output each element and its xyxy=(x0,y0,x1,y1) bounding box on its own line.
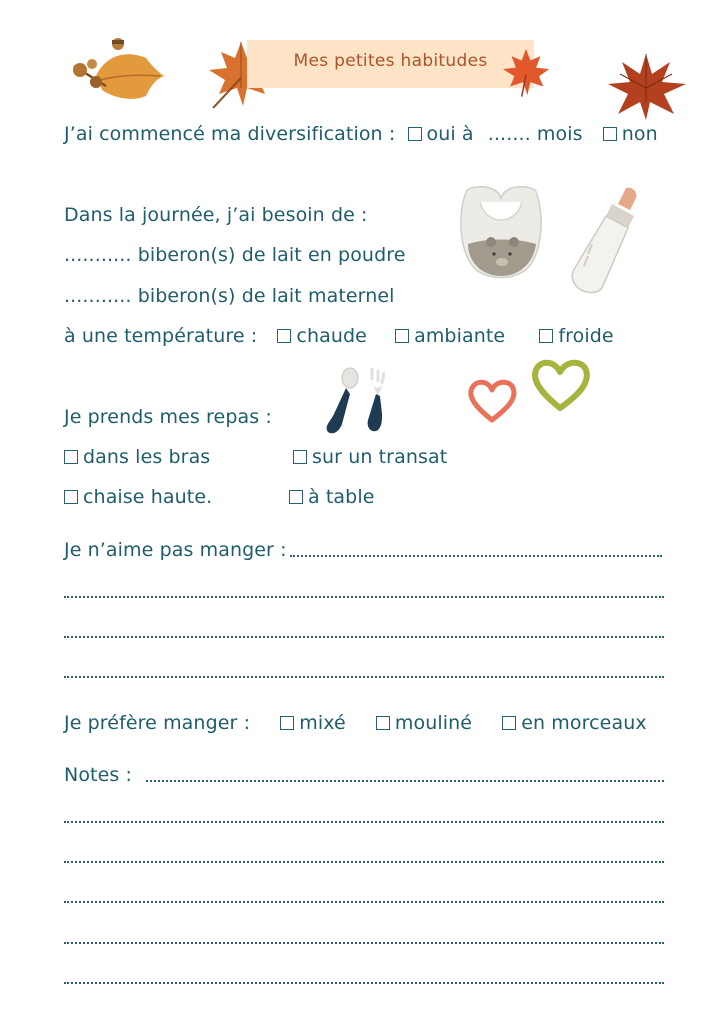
table-label: à table xyxy=(308,486,375,508)
checkbox-chaise-haute[interactable] xyxy=(64,490,78,504)
notes-label: Notes : xyxy=(64,764,133,786)
maple-leaf-icon xyxy=(500,46,552,98)
notes-line[interactable] xyxy=(64,821,664,823)
naime-pas-line[interactable] xyxy=(64,596,664,598)
journee-line2 xyxy=(64,284,395,308)
checkbox-froide[interactable] xyxy=(539,329,553,343)
prefere-row xyxy=(64,711,647,735)
chaude-label: chaude xyxy=(296,325,367,347)
page-title: Mes petites habitudes xyxy=(293,51,488,71)
checkbox-ambiante[interactable] xyxy=(395,329,409,343)
baby-spoon-fork-icon xyxy=(320,366,396,436)
ambiante-label: ambiante xyxy=(414,325,506,347)
transat-label: sur un transat xyxy=(312,446,448,468)
temperature-row xyxy=(64,324,614,348)
repas-heading: Je prends mes repas : xyxy=(64,406,272,428)
baby-bottle-icon xyxy=(562,184,646,296)
checkbox-table[interactable] xyxy=(289,490,303,504)
diversification-label: J’ai commencé ma diversification : xyxy=(64,123,396,145)
heart-icon xyxy=(530,356,592,412)
mois-label: mois xyxy=(536,123,583,145)
checkbox-mouline[interactable] xyxy=(376,716,390,730)
notes-line[interactable] xyxy=(64,861,664,863)
repas-row1 xyxy=(64,445,210,469)
chaise-haute-label: chaise haute. xyxy=(83,486,213,508)
notes-line[interactable] xyxy=(64,901,664,903)
froide-label: froide xyxy=(558,325,614,347)
checkbox-chaude[interactable] xyxy=(277,329,291,343)
checkbox-bras[interactable] xyxy=(64,450,78,464)
baby-bib-icon xyxy=(456,182,546,282)
prefere-label: Je préfère manger : xyxy=(64,712,251,734)
repas-row1b xyxy=(293,445,447,469)
notes-line[interactable] xyxy=(146,780,664,782)
journee-heading: Dans la journée, j’ai besoin de : xyxy=(64,204,368,226)
non-label: non xyxy=(621,123,658,145)
repas-row2b xyxy=(289,485,375,509)
notes-line[interactable] xyxy=(64,942,664,944)
checkbox-oui[interactable] xyxy=(408,127,422,141)
heart-icon xyxy=(466,376,518,424)
mixe-label: mixé xyxy=(299,712,346,734)
maternel-label: biberon(s) de lait maternel xyxy=(137,285,395,307)
notes-line[interactable] xyxy=(64,982,664,984)
morceaux-label: en morceaux xyxy=(521,712,647,734)
months-blank[interactable]: ....... xyxy=(487,123,531,145)
autumn-oak-leaf-icon xyxy=(66,36,166,108)
checkbox-mixe[interactable] xyxy=(280,716,294,730)
poudre-blank[interactable]: ........... xyxy=(64,244,132,266)
diversification-row xyxy=(64,122,658,146)
maple-leaf-icon xyxy=(606,52,688,122)
naime-pas-line[interactable] xyxy=(290,555,662,557)
mouline-label: mouliné xyxy=(394,712,473,734)
maternel-blank[interactable]: ........... xyxy=(64,285,132,307)
naime-pas-label: Je n’aime pas manger : xyxy=(64,539,287,561)
checkbox-transat[interactable] xyxy=(293,450,307,464)
temperature-label: à une température : xyxy=(64,325,258,347)
journee-line1 xyxy=(64,243,406,267)
poudre-label: biberon(s) de lait en poudre xyxy=(137,244,406,266)
repas-row2 xyxy=(64,485,212,509)
bras-label: dans les bras xyxy=(83,446,211,468)
oui-label: oui à xyxy=(426,123,474,145)
naime-pas-line[interactable] xyxy=(64,676,664,678)
checkbox-non[interactable] xyxy=(603,127,617,141)
checkbox-morceaux[interactable] xyxy=(502,716,516,730)
naime-pas-line[interactable] xyxy=(64,636,664,638)
